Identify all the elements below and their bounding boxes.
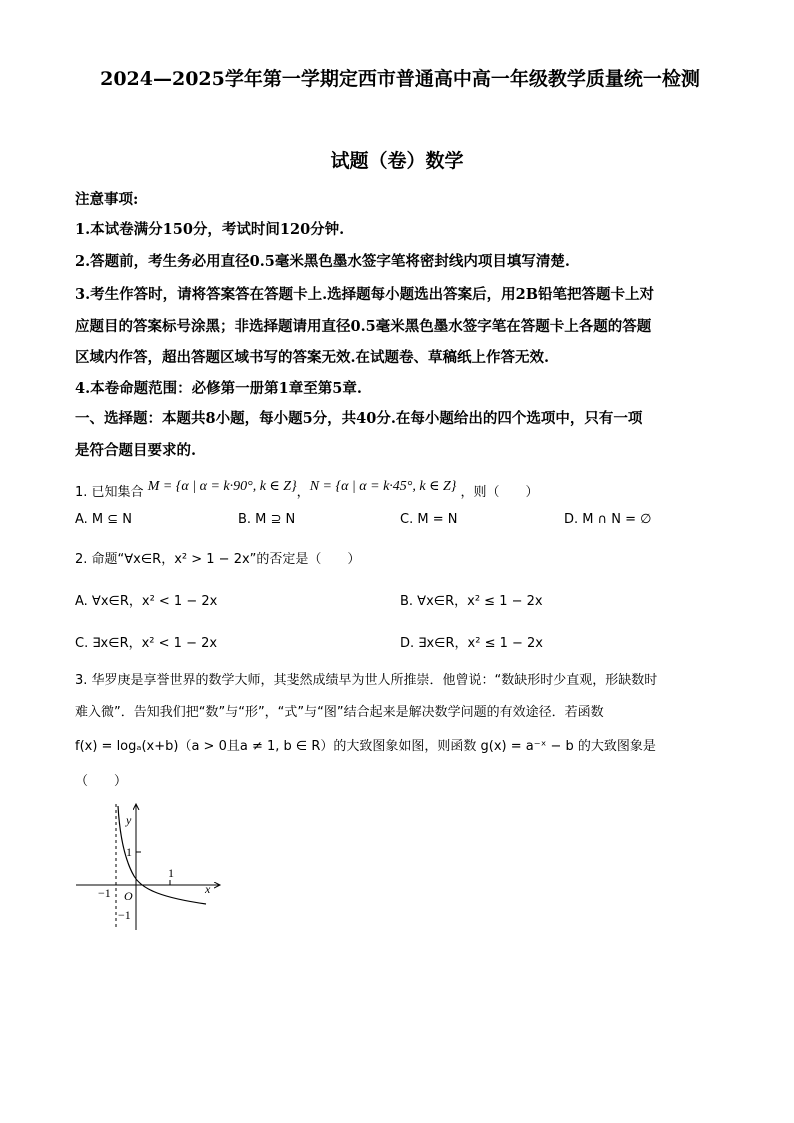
question-1-stem bbox=[75, 481, 539, 501]
function-graph bbox=[74, 800, 224, 935]
question-1-option-c[interactable]: C. M = N bbox=[400, 512, 458, 527]
x-axis-label: x bbox=[205, 882, 211, 896]
question-1-prefix: 1. 已知集合 bbox=[75, 485, 144, 500]
question-1-option-a[interactable]: A. M ⊆ N bbox=[75, 512, 133, 527]
tick-label-y-neg: −1 bbox=[118, 908, 131, 922]
question-2-option-c[interactable]: C. ∃x∈R，x² < 1 − 2x bbox=[75, 636, 218, 651]
set-n: N = {α | α = k·45°, k ∈ Z} bbox=[309, 479, 457, 494]
origin-label: O bbox=[124, 889, 133, 903]
question-1-option-b[interactable]: B. M ⊇ N bbox=[238, 512, 296, 527]
tick-label-x-neg: −1 bbox=[98, 886, 111, 900]
question-1-option-d[interactable]: D. M ∩ N = ∅ bbox=[564, 512, 652, 527]
exam-subtitle: 试题（卷）数学 bbox=[330, 150, 464, 172]
question-2-stem: 2. 命题“∀x∈R，x² > 1 − 2x”的否定是（ ） bbox=[75, 552, 361, 567]
notice-item-1: 1.本试卷满分150分，考试时间120分钟. bbox=[75, 221, 345, 238]
notice-item-4: 4.本卷命题范围：必修第一册第1章至第5章. bbox=[75, 380, 362, 397]
question-1-comma: ， bbox=[296, 485, 310, 500]
tick-label-x-pos: 1 bbox=[168, 866, 174, 880]
set-m: M = {α | α = k·90°, k ∈ Z} bbox=[147, 479, 297, 494]
question-2-option-d[interactable]: D. ∃x∈R，x² ≤ 1 − 2x bbox=[400, 636, 543, 651]
exam-title: 2024—2025学年第一学期定西市普通高中高一年级教学质量统一检测 bbox=[100, 68, 700, 90]
tick-label-y-pos: 1 bbox=[126, 845, 132, 859]
question-2-option-a[interactable]: A. ∀x∈R，x² < 1 − 2x bbox=[75, 594, 218, 609]
question-3-line-4: （ ） bbox=[75, 774, 128, 789]
notice-item-3-line-1: 3.考生作答时，请将答案答在答题卡上.选择题每小题选出答案后，用2B铅笔把答题卡上对 bbox=[75, 286, 655, 303]
notice-item-2: 2.答题前，考生务必用直径0.5毫米黑色墨水签字笔将密封线内项目填写清楚. bbox=[75, 253, 570, 270]
question-3-line-3: f(x) = logₐ(x+b)（a > 0且a ≠ 1, b ∈ R）的大致图象如图，则函数 g(x) = a⁻ˣ − b 的大致图象是 bbox=[75, 739, 656, 754]
section-heading-line-1: 一、选择题：本题共8小题，每小题5分，共40分.在每小题给出的四个选项中，只有一项 bbox=[75, 410, 643, 427]
question-3-line-2: 难入微”．告知我们把“数”与“形”，“式”与“图”结合起来是解决数学问题的有效途径．若函数 bbox=[75, 705, 604, 720]
y-axis-label: y bbox=[126, 813, 132, 827]
notice-item-3-line-2: 应题目的答案标号涂黑；非选择题请用直径0.5毫米黑色墨水签字笔在答题卡上各题的答题 bbox=[75, 318, 652, 335]
section-heading-line-2: 是符合题目要求的. bbox=[75, 442, 197, 459]
notice-heading: 注意事项: bbox=[75, 191, 139, 208]
question-1-suffix: ，则（ ） bbox=[460, 485, 539, 500]
notice-item-3-line-3: 区域内作答，超出答题区域书写的答案无效.在试题卷、草稿纸上作答无效. bbox=[75, 349, 550, 366]
question-3-line-1: 3. 华罗庚是享誉世界的数学大师，其斐然成绩早为世人所推崇．他曾说：“数缺形时少直观，形缺数时 bbox=[75, 673, 658, 688]
question-2-option-b[interactable]: B. ∀x∈R，x² ≤ 1 − 2x bbox=[400, 594, 543, 609]
